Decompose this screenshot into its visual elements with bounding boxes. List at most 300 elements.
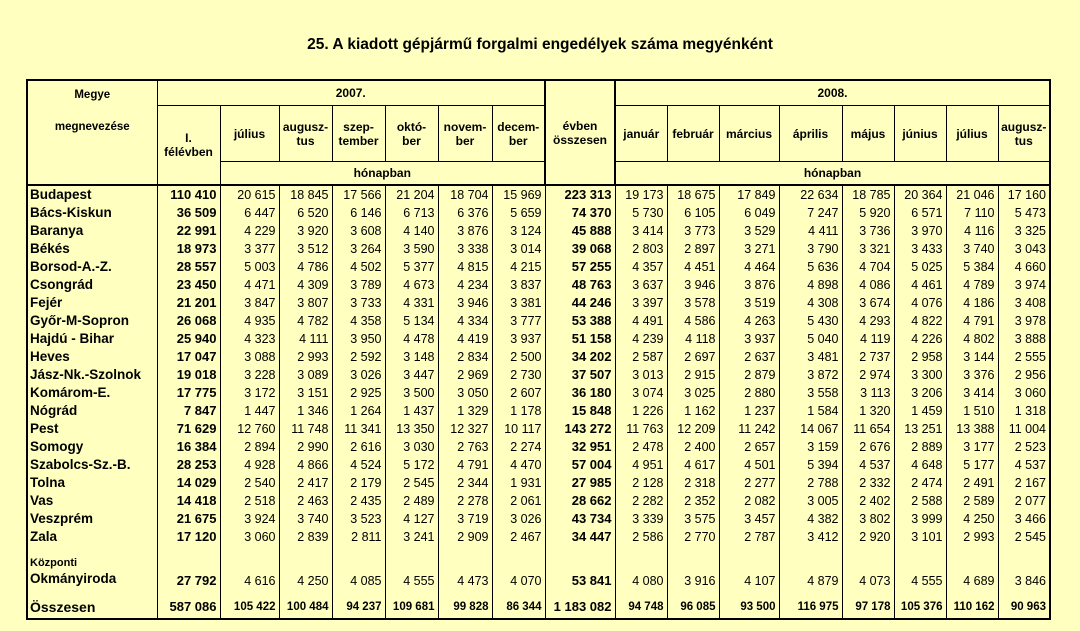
annual-total-value: 34 447: [545, 528, 615, 546]
month-2008-value: 4 293: [842, 312, 894, 330]
month-2007-value: 4 140: [385, 222, 438, 240]
month-2007-value: 109 681: [385, 596, 438, 619]
month-2007-value: 2 344: [438, 474, 492, 492]
month-2008-6: [946, 106, 998, 162]
month-2008-value: 3 558: [779, 384, 842, 402]
month-2008-value: 4 250: [946, 510, 998, 528]
month-2008-value: 4 491: [615, 312, 667, 330]
month-2008-value: 20 364: [894, 185, 946, 204]
month-2007-value: 4 250: [279, 546, 332, 588]
month-2008-value: 2 523: [998, 438, 1050, 456]
registrations-table: [26, 79, 1051, 620]
month-2007-value: 100 484: [279, 596, 332, 619]
month-2008-value: 3 325: [998, 222, 1050, 240]
month-2008-value: 3 519: [719, 294, 779, 312]
first-half-value: 7 847: [157, 402, 220, 420]
month-2007-value: 21 204: [385, 185, 438, 204]
county-name: Szabolcs-Sz.-B.: [27, 456, 157, 474]
month-2008-value: 2 491: [946, 474, 998, 492]
first-half-value: 14 418: [157, 492, 220, 510]
month-2007-value: 2 278: [438, 492, 492, 510]
county-name: Bács-Kiskun: [27, 204, 157, 222]
month-2008-value: 1 459: [894, 402, 946, 420]
month-2008-value: 3 376: [946, 366, 998, 384]
month-2007-value: 2 834: [438, 348, 492, 366]
month-2007-value: 2 969: [438, 366, 492, 384]
month-2008-2-label: március: [725, 126, 773, 141]
month-2007-value: 18 845: [279, 185, 332, 204]
spacer-cell: [438, 588, 492, 596]
annual-total-value: 45 888: [545, 222, 615, 240]
month-2007-value: 2 467: [492, 528, 545, 546]
month-2007-value: 3 381: [492, 294, 545, 312]
month-2008-value: 19 173: [615, 185, 667, 204]
month-2008-value: 3 466: [998, 510, 1050, 528]
first-half-value: 25 940: [157, 330, 220, 348]
month-2007-value: 5 659: [492, 204, 545, 222]
month-2008-value: 3 321: [842, 240, 894, 258]
county-name: Zala: [27, 528, 157, 546]
month-2007-value: 3 030: [385, 438, 438, 456]
first-half-value: 22 991: [157, 222, 220, 240]
first-half-line1: I.: [185, 131, 192, 145]
month-2008-value: 5 384: [946, 258, 998, 276]
month-2007-value: 3 026: [492, 510, 545, 528]
month-2008-3-label: április: [792, 126, 829, 141]
month-2007-value: 1 346: [279, 402, 332, 420]
month-2007-value: 2 500: [492, 348, 545, 366]
annual-total-value: 27 985: [545, 474, 615, 492]
month-2008-value: 2 737: [842, 348, 894, 366]
month-2008-value: 2 586: [615, 528, 667, 546]
month-2007-value: 6 713: [385, 204, 438, 222]
month-2007-value: 18 704: [438, 185, 492, 204]
month-2008-value: 4 382: [779, 510, 842, 528]
month-2008-value: 4 464: [719, 258, 779, 276]
month-2007-value: 3 837: [492, 276, 545, 294]
month-2007-value: 4 070: [492, 546, 545, 588]
month-2008-value: 3 637: [615, 276, 667, 294]
table-row: [27, 276, 1050, 294]
first-half-value: 28 253: [157, 456, 220, 474]
table-row: [27, 384, 1050, 402]
table-row: [27, 492, 1050, 510]
month-2007-value: 4 815: [438, 258, 492, 276]
month-2007-1: [279, 106, 332, 162]
month-2007-value: 2 435: [332, 492, 385, 510]
month-2008-value: 3 025: [667, 384, 719, 402]
month-2008-5: [894, 106, 946, 162]
month-2008-value: 3 802: [842, 510, 894, 528]
month-2008-value: 90 963: [998, 596, 1050, 619]
month-2008-value: 4 501: [719, 456, 779, 474]
month-2008-value: 94 748: [615, 596, 667, 619]
county-header: [27, 80, 157, 185]
month-2007-5-label-2: ber: [508, 133, 528, 148]
month-2008-value: 2 915: [667, 366, 719, 384]
table-row: [27, 528, 1050, 546]
month-2008-value: 17 849: [719, 185, 779, 204]
month-2008-value: 1 237: [719, 402, 779, 420]
month-2008-value: 3 740: [946, 240, 998, 258]
month-2008-value: 4 555: [894, 546, 946, 588]
month-2008-value: 4 119: [842, 330, 894, 348]
month-2007-value: 15 969: [492, 185, 545, 204]
month-2007-value: 4 502: [332, 258, 385, 276]
annual-total-value: 57 004: [545, 456, 615, 474]
first-half-value: 110 410: [157, 185, 220, 204]
month-2007-4-label-2: ber: [455, 133, 475, 148]
month-2007-value: 1 178: [492, 402, 545, 420]
month-2008-0-label: január: [623, 126, 660, 141]
month-2008-value: 4 704: [842, 258, 894, 276]
month-2007-value: 4 334: [438, 312, 492, 330]
month-2008-value: 1 162: [667, 402, 719, 420]
month-2008-value: 11 763: [615, 420, 667, 438]
annual-total-value: 39 068: [545, 240, 615, 258]
month-2008-value: 3 946: [667, 276, 719, 294]
month-2007-value: 2 730: [492, 366, 545, 384]
month-2007-value: 3 124: [492, 222, 545, 240]
month-2008-value: 4 689: [946, 546, 998, 588]
spacer-cell: [157, 588, 220, 596]
month-2008-value: 3 397: [615, 294, 667, 312]
table-row: [27, 348, 1050, 366]
month-2007-value: 3 608: [332, 222, 385, 240]
month-2007-value: 3 148: [385, 348, 438, 366]
month-2007-value: 1 447: [220, 402, 279, 420]
month-2008-2: [719, 106, 779, 162]
spacer-cell: [779, 588, 842, 596]
month-2007-value: 11 748: [279, 420, 332, 438]
month-2007-value: 2 179: [332, 474, 385, 492]
first-half-value: 17 047: [157, 348, 220, 366]
month-2007-value: 4 085: [332, 546, 385, 588]
month-2008-value: 2 587: [615, 348, 667, 366]
month-2007-value: 86 344: [492, 596, 545, 619]
month-2007-value: 3 512: [279, 240, 332, 258]
county-name: Baranya: [27, 222, 157, 240]
month-2008-value: 3 300: [894, 366, 946, 384]
spacer-cell: [545, 588, 615, 596]
month-2007-value: 2 274: [492, 438, 545, 456]
month-2007-0-label: július: [233, 126, 266, 141]
month-2007-3-label: októ-: [396, 119, 427, 134]
month-2008-0: [615, 106, 667, 162]
month-2007-value: 12 760: [220, 420, 279, 438]
month-2007-value: 105 422: [220, 596, 279, 619]
first-half-header: [157, 106, 220, 186]
month-2007-value: 3 847: [220, 294, 279, 312]
month-2008-value: 3 937: [719, 330, 779, 348]
annual-total-value: 37 507: [545, 366, 615, 384]
month-2007-value: 4 471: [220, 276, 279, 294]
month-2008-7-label: augusz-: [1001, 119, 1047, 134]
month-2008-value: 21 046: [946, 185, 998, 204]
month-2008-value: 2 788: [779, 474, 842, 492]
month-2007-value: 2 990: [279, 438, 332, 456]
month-2008-value: 11 654: [842, 420, 894, 438]
table-row: [27, 366, 1050, 384]
table-row: [27, 596, 1050, 619]
county-header-line2: megnevezése: [54, 121, 130, 133]
table-row: [27, 330, 1050, 348]
month-2007-value: 3 088: [220, 348, 279, 366]
month-2008-value: 3 144: [946, 348, 998, 366]
spacer-row: [27, 588, 1050, 596]
month-2008-value: 4 791: [946, 312, 998, 330]
month-2008-7-label-2: tus: [1014, 133, 1033, 148]
month-2008-value: 2 803: [615, 240, 667, 258]
month-2008-value: 7 110: [946, 204, 998, 222]
month-2008-value: 6 049: [719, 204, 779, 222]
month-2007-value: 2 061: [492, 492, 545, 510]
first-half-value: 23 450: [157, 276, 220, 294]
county-name: Veszprém: [27, 510, 157, 528]
month-2007-value: 4 215: [492, 258, 545, 276]
month-2007-value: 4 234: [438, 276, 492, 294]
month-2008-value: 2 402: [842, 492, 894, 510]
annual-total-value: 28 662: [545, 492, 615, 510]
month-2007-value: 6 376: [438, 204, 492, 222]
county-name: Tolna: [27, 474, 157, 492]
month-2008-value: 4 586: [667, 312, 719, 330]
month-2008-value: 3 999: [894, 510, 946, 528]
month-2008-value: 6 105: [667, 204, 719, 222]
month-2008-value: 4 263: [719, 312, 779, 330]
month-2007-value: 3 228: [220, 366, 279, 384]
month-2008-value: 3 414: [615, 222, 667, 240]
month-2007-value: 3 719: [438, 510, 492, 528]
month-2008-value: 3 876: [719, 276, 779, 294]
month-2008-value: 13 251: [894, 420, 946, 438]
month-2008-value: 2 697: [667, 348, 719, 366]
spacer-cell: [220, 588, 279, 596]
month-2007-value: 3 500: [385, 384, 438, 402]
month-2008-value: 4 239: [615, 330, 667, 348]
month-2007-value: 3 777: [492, 312, 545, 330]
month-2007-value: 3 264: [332, 240, 385, 258]
month-2007-2-label: szep-: [343, 119, 374, 134]
month-2007-value: 3 089: [279, 366, 332, 384]
annual-total-value: 43 734: [545, 510, 615, 528]
month-2008-value: 1 510: [946, 402, 998, 420]
month-2008-value: 3 412: [779, 528, 842, 546]
month-2008-4: [842, 106, 894, 162]
month-2008-value: 18 675: [667, 185, 719, 204]
page-title: 25. A kiadott gépjármű forgalmi engedélyek száma megyénként: [307, 36, 773, 53]
table-row: [27, 420, 1050, 438]
month-2008-value: 4 461: [894, 276, 946, 294]
month-2007-value: 4 309: [279, 276, 332, 294]
month-2008-value: 4 879: [779, 546, 842, 588]
month-2007-value: 1 437: [385, 402, 438, 420]
month-2007-value: 4 782: [279, 312, 332, 330]
month-2007-value: 3 950: [332, 330, 385, 348]
month-2007-5: [492, 106, 545, 162]
table-row: [27, 402, 1050, 420]
spacer-cell: [27, 588, 157, 596]
first-half-value: 36 509: [157, 204, 220, 222]
month-2008-value: 11 004: [998, 420, 1050, 438]
month-2007-1-label: augusz-: [282, 119, 329, 134]
county-name: Jász-Nk.-Szolnok: [27, 366, 157, 384]
month-2008-value: 11 242: [719, 420, 779, 438]
county-name: Összesen: [27, 596, 157, 619]
month-2008-value: 17 160: [998, 185, 1050, 204]
month-2008-value: 2 400: [667, 438, 719, 456]
month-2007-value: 3 876: [438, 222, 492, 240]
month-2008-value: 7 247: [779, 204, 842, 222]
spacer-cell: [842, 588, 894, 596]
table-row: [27, 546, 1050, 588]
month-2007-value: 6 146: [332, 204, 385, 222]
month-2007-value: 4 524: [332, 456, 385, 474]
first-half-value: 14 029: [157, 474, 220, 492]
month-2007-3: [385, 106, 438, 162]
month-2008-1: [667, 106, 719, 162]
month-2008-value: 2 332: [842, 474, 894, 492]
month-2008-value: 4 080: [615, 546, 667, 588]
table-container: [26, 79, 1051, 620]
month-2007-value: 4 127: [385, 510, 438, 528]
month-2007-value: 1 931: [492, 474, 545, 492]
spacer-cell: [332, 588, 385, 596]
month-2008-value: 96 085: [667, 596, 719, 619]
annual-total-header: [545, 80, 615, 185]
month-2008-value: 2 478: [615, 438, 667, 456]
month-2008-value: 4 107: [719, 546, 779, 588]
month-2008-value: 3 578: [667, 294, 719, 312]
month-2007-value: 4 111: [279, 330, 332, 348]
month-2008-value: 4 648: [894, 456, 946, 474]
month-2008-value: 4 898: [779, 276, 842, 294]
month-2008-value: 110 162: [946, 596, 998, 619]
month-2007-value: 2 463: [279, 492, 332, 510]
annual-total-value: 32 951: [545, 438, 615, 456]
spacer-cell: [279, 588, 332, 596]
month-2007-value: 4 331: [385, 294, 438, 312]
month-2008-value: 3 060: [998, 384, 1050, 402]
month-2008-value: 3 888: [998, 330, 1050, 348]
month-2007-value: 3 733: [332, 294, 385, 312]
month-2007-value: 2 417: [279, 474, 332, 492]
month-2008-value: 2 082: [719, 492, 779, 510]
county-name: Békés: [27, 240, 157, 258]
county-name-line1: Központi: [30, 557, 78, 569]
county-name: Csongrád: [27, 276, 157, 294]
month-2008-value: 4 186: [946, 294, 998, 312]
month-2008-value: 3 974: [998, 276, 1050, 294]
year-2008-header: 2008.: [615, 80, 1050, 106]
month-2008-4-label: május: [850, 126, 886, 141]
spacer-cell: [946, 588, 998, 596]
month-2007-value: 5 377: [385, 258, 438, 276]
month-2007-value: 2 909: [438, 528, 492, 546]
month-2008-value: 93 500: [719, 596, 779, 619]
month-2007-value: 2 993: [279, 348, 332, 366]
month-2008-value: 3 013: [615, 366, 667, 384]
annual-total-value: 223 313: [545, 185, 615, 204]
first-half-line2: félévben: [164, 145, 213, 159]
month-2007-value: 6 447: [220, 204, 279, 222]
month-2007-value: 17 566: [332, 185, 385, 204]
month-2008-value: 3 206: [894, 384, 946, 402]
table-row: [27, 438, 1050, 456]
spacer-cell: [998, 588, 1050, 596]
month-2008-value: 3 674: [842, 294, 894, 312]
month-2008-6-label: július: [956, 126, 988, 141]
month-2008-value: 2 920: [842, 528, 894, 546]
county-name: Vas: [27, 492, 157, 510]
month-2008-value: 2 077: [998, 492, 1050, 510]
month-2007-value: 4 323: [220, 330, 279, 348]
month-2008-value: 3 575: [667, 510, 719, 528]
month-2008-value: 4 357: [615, 258, 667, 276]
month-2008-value: 1 318: [998, 402, 1050, 420]
month-2008-1-label: február: [672, 126, 714, 141]
month-2008-value: 3 408: [998, 294, 1050, 312]
month-2008-value: 2 889: [894, 438, 946, 456]
month-2008-value: 4 617: [667, 456, 719, 474]
month-2007-1-label-2: tus: [296, 133, 315, 148]
spacer-cell: [667, 588, 719, 596]
first-half-value: 26 068: [157, 312, 220, 330]
month-2007-2-label-2: tember: [338, 133, 379, 148]
month-2007-value: 4 791: [438, 456, 492, 474]
month-2007-value: 11 341: [332, 420, 385, 438]
first-half-value: 21 675: [157, 510, 220, 528]
month-2007-value: 3 241: [385, 528, 438, 546]
month-2007-3-label-2: ber: [402, 133, 421, 148]
month-2008-value: 2 277: [719, 474, 779, 492]
month-2007-value: 3 026: [332, 366, 385, 384]
month-2007-value: 4 786: [279, 258, 332, 276]
month-2007-value: 4 470: [492, 456, 545, 474]
month-2007-value: 3 789: [332, 276, 385, 294]
month-2007-value: 3 377: [220, 240, 279, 258]
month-2008-value: 5 920: [842, 204, 894, 222]
month-2008-value: 4 951: [615, 456, 667, 474]
county-name: Fejér: [27, 294, 157, 312]
month-2008-value: 2 956: [998, 366, 1050, 384]
month-2008-value: 2 474: [894, 474, 946, 492]
month-2007-value: 2 894: [220, 438, 279, 456]
month-2008-value: 2 657: [719, 438, 779, 456]
month-2008-value: 6 571: [894, 204, 946, 222]
month-2007-value: 3 924: [220, 510, 279, 528]
first-half-value: 587 086: [157, 596, 220, 619]
month-2008-value: 18 785: [842, 185, 894, 204]
month-2008-value: 4 226: [894, 330, 946, 348]
month-2008-value: 2 676: [842, 438, 894, 456]
honapban-2008: hónapban: [615, 162, 1050, 186]
month-2008-value: 2 974: [842, 366, 894, 384]
county-name-line2: Okmányiroda: [30, 571, 117, 586]
month-2008-value: 5 394: [779, 456, 842, 474]
spacer-cell: [719, 588, 779, 596]
month-2007-value: 3 523: [332, 510, 385, 528]
month-2008-value: 2 880: [719, 384, 779, 402]
month-2007-value: 2 811: [332, 528, 385, 546]
month-2008-value: 4 660: [998, 258, 1050, 276]
month-2007-value: 99 828: [438, 596, 492, 619]
month-2008-value: 12 209: [667, 420, 719, 438]
month-2008-value: 2 958: [894, 348, 946, 366]
month-2007-value: 10 117: [492, 420, 545, 438]
county-name: Győr-M-Sopron: [27, 312, 157, 330]
first-half-value: 27 792: [157, 546, 220, 588]
